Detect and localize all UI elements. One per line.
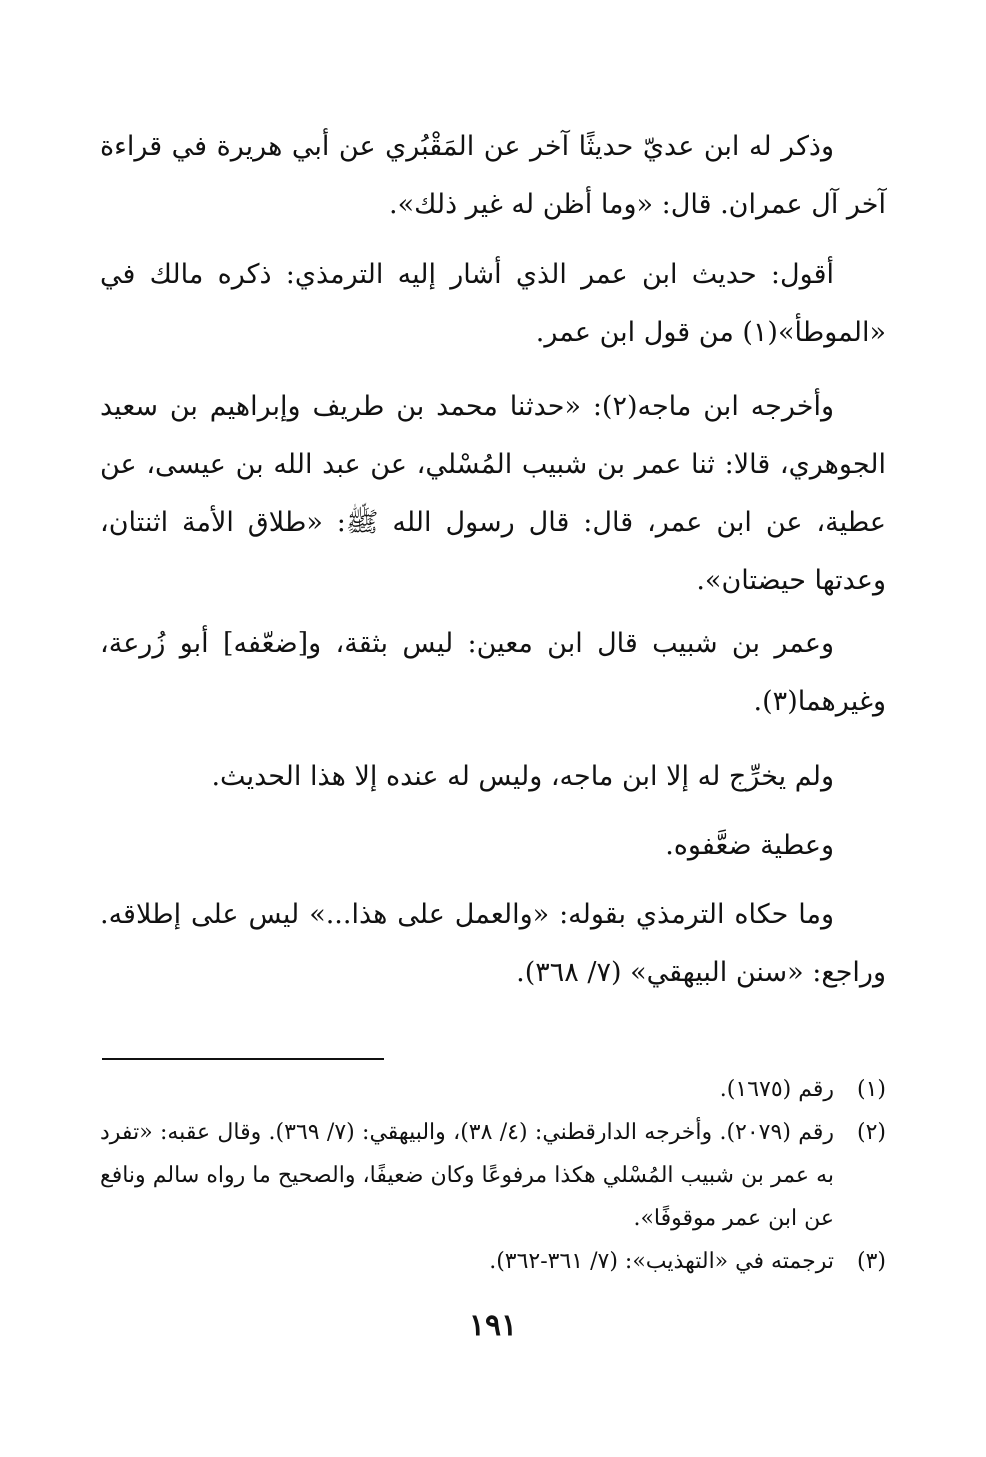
paragraph-text: وما حكاه الترمذي بقوله: «والعمل على هذا...» ليس على إطلاقه. وراجع: «سنن البيهقي» (٧/ ٣٦٨). [100, 899, 886, 988]
paragraph-3 [100, 378, 886, 610]
footnotes [100, 1068, 886, 1283]
paragraph-1 [100, 118, 886, 234]
footnote-number: (١) [856, 1077, 886, 1102]
footnote-1 [100, 1068, 886, 1111]
footnote-number: (٢) [856, 1120, 886, 1145]
footnote-text: رقم (١٦٧٥). [719, 1077, 834, 1102]
footnote-3 [100, 1240, 886, 1283]
paragraph-text: وأخرجه ابن ماجه(٢): «حدثنا محمد بن طريف وإبراهيم بن سعيد الجوهري، قالا: ثنا عمر بن شبيب المُسْلي، عن عبد الله بن عيسى، عن عطية، عن ابن عمر، قال: قال رسول الله ﷺ: «طلاق الأمة اثنتان، وعدتها حيضتان». [100, 391, 886, 596]
footnote-number: (٣) [856, 1249, 886, 1274]
page-number: ١٩١ [468, 1308, 518, 1343]
footnote-text: ترجمته في «التهذيب»: (٧/ ٣٦١-٣٦٢). [489, 1249, 834, 1274]
paragraph-text: أقول: حديث ابن عمر الذي أشار إليه الترمذي: ذكره مالك في «الموطأ»(١) من قول ابن عمر. [100, 259, 886, 348]
footnote-text: رقم (٢٠٧٩). وأخرجه الدارقطني: (٤/ ٣٨)، والبيهقي: (٧/ ٣٦٩). وقال عقبه: «تفرد به عمر بن شبيب المُسْلي هكذا مرفوعًا وكان ضعيفًا، والصحيح ما رواه سالم ونافع عن ابن عمر موقوفًا». [100, 1120, 834, 1231]
footnote-2 [100, 1111, 886, 1240]
paragraph-text: وعمر بن شبيب قال ابن معين: ليس بثقة، و[ضعّفه] أبو زُرعة، وغيرهما(٣). [100, 628, 886, 717]
paragraph-text: وعطية ضعَّفوه. [665, 830, 834, 861]
footnote-separator [102, 1058, 384, 1060]
paragraph-2 [100, 246, 886, 362]
paragraph-text: وذكر له ابن عديّ حديثًا آخر عن المَقْبُري عن أبي هريرة في قراءة آخر آل عمران. قال: «وما أظن له غير ذلك». [100, 131, 886, 220]
paragraph-4 [100, 615, 886, 731]
paragraph-6 [100, 817, 886, 875]
paragraph-text: ولم يخرِّج له إلا ابن ماجه، وليس له عنده إلا هذا الحديث. [211, 761, 834, 792]
paragraph-7 [100, 886, 886, 1002]
paragraph-5 [100, 748, 886, 806]
